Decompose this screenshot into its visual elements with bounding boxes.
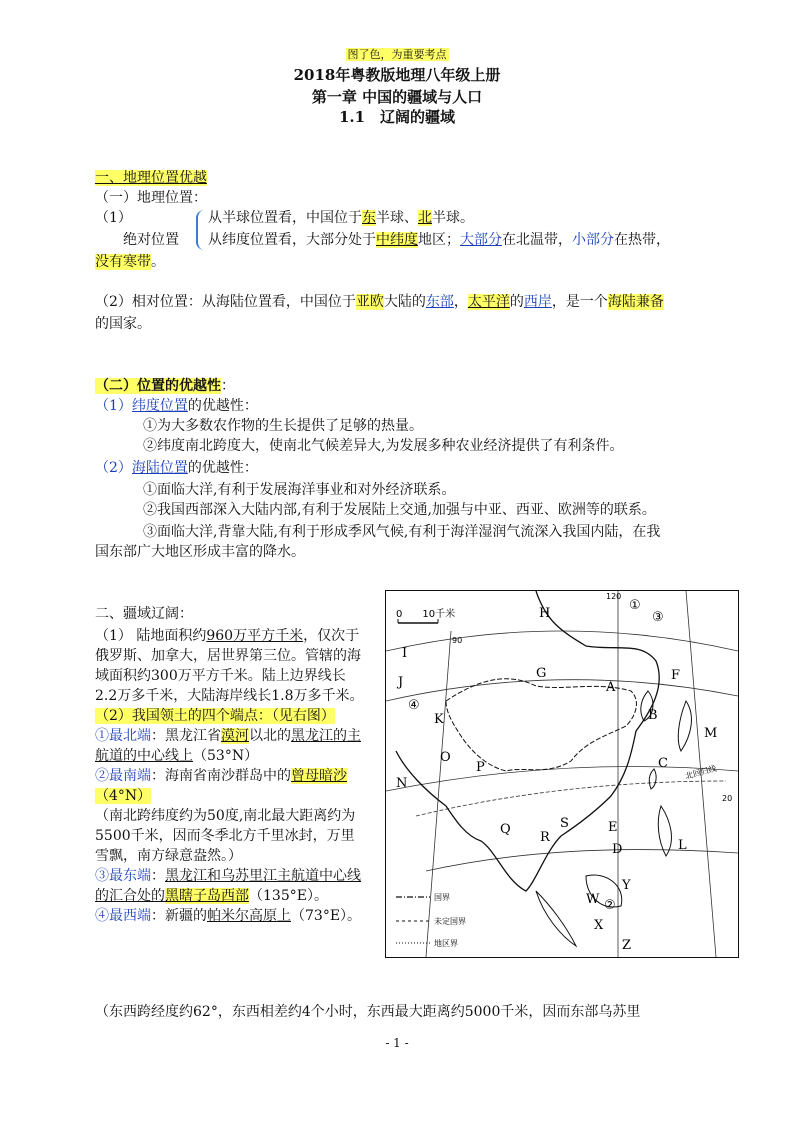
map-label-A: A	[606, 680, 616, 695]
latitude-line-cont: 没有寒带。	[95, 254, 165, 270]
north-south-note: （南北跨纬度约为50度,南北最大距离约为5500千米，因而冬季北方千里冰封，万里雪飘，南方绿意盎然。）	[95, 808, 356, 864]
map-num-120: 120	[606, 592, 622, 601]
map-label-P: P	[476, 760, 485, 775]
map-label-W: W	[586, 892, 600, 907]
map-marker-2: ②	[604, 898, 616, 913]
heading-geo-position: 一、地理位置优越	[95, 170, 207, 186]
heading-advantages: （二）位置的优越性：	[95, 378, 235, 394]
map-marker-3: ③	[652, 610, 664, 625]
abs-num: （1）	[95, 210, 132, 226]
tropic-line	[416, 781, 726, 816]
map-label-Q: Q	[500, 822, 511, 837]
legend-border: 国界	[434, 893, 450, 902]
island-japan	[678, 701, 691, 751]
map-label-Z: Z	[622, 938, 632, 953]
map-num-90: 90	[452, 636, 463, 645]
sea-adv-3b: 国东部广大地区形成丰富的降水。	[95, 544, 305, 560]
document-title: 2018年粤教版地理八年级上册	[293, 66, 501, 84]
sea-adv-heading: （2）海陆位置的优越性：	[95, 460, 258, 476]
lat-adv-1: ①为大多数农作物的生长提供了足够的热量。	[143, 418, 423, 434]
four-endpoints-heading: （2）我国领土的四个端点：（见右图）	[95, 708, 335, 724]
map-label-X: X	[594, 918, 604, 933]
map-label-G: G	[536, 666, 547, 681]
highlight-note: 图了色，为重要考点	[347, 48, 447, 61]
map-marker-1: ①	[629, 598, 641, 613]
heading-territory: 二、疆域辽阔：	[95, 606, 193, 622]
map-svg	[386, 591, 738, 957]
map-label-S: S	[560, 816, 569, 831]
hemisphere-line: 从半球位置看，中国位于东半球、北半球。	[208, 210, 474, 226]
page-number: - 1 -	[385, 1036, 409, 1050]
section-title: 1.1 辽阔的疆域	[338, 108, 456, 126]
map-label-M: M	[704, 726, 718, 741]
sea-adv-2: ②我国西部深入大陆内部,有利于发展陆上交通,加强与中亚、西亚、欧洲等的联系。	[143, 502, 656, 518]
map-label-L: L	[678, 838, 687, 853]
relative-position-line: （2）相对位置：从海陆位置看，中国位于亚欧大陆的东部，太平洋的西岸，是一个海陆兼备	[95, 294, 664, 310]
subheading-position: （一）地理位置：	[95, 190, 207, 206]
map-label-O: O	[440, 750, 451, 765]
map-label-R: R	[540, 830, 550, 845]
latitude-line: 从纬度位置看，大部分处于中纬度地区；大部分在北温带，小部分在热带，	[208, 232, 670, 248]
latitude-curve-2	[386, 680, 738, 701]
map-scale-label: 0 10千米	[396, 609, 456, 620]
latitude-curve-1	[386, 631, 738, 651]
map-label-I: I	[402, 646, 408, 661]
west-endpoint: ④最西端：新疆的帕米尔高原上（73°E）。	[95, 908, 362, 924]
brace	[196, 210, 208, 250]
map-label-F: F	[671, 668, 681, 683]
map-label-B: B	[648, 708, 658, 723]
territory-column	[95, 604, 367, 926]
north-endpoint: ①最北端：黑龙江省漠河以北的黑龙江的主航道的中心线上（53°N）	[95, 728, 361, 764]
east-west-note: （东西跨经度约62°，东西相差约4个小时，东西最大距离约5000千米，因而东部乌苏里	[95, 1004, 641, 1020]
sea-adv-1: ①面临大洋,有利于发展海洋事业和对外经济联系。	[143, 482, 456, 498]
map-label-K: K	[434, 712, 444, 727]
map-tropic-label: 北回归线	[684, 763, 718, 781]
island-philippines	[658, 806, 671, 856]
map-label-H: H	[539, 606, 551, 621]
island-sumatra	[536, 891, 576, 946]
map-label-N: N	[396, 776, 408, 791]
lat-adv-2: ②纬度南北跨度大，使南北气候差异大,为发展多种农业经济提供了有利条件。	[143, 438, 624, 454]
relative-position-cont: 的国家。	[95, 316, 151, 332]
east-endpoint: ③最东端：黑龙江和乌苏里江主航道中心线的汇合处的黑瞎子岛西部（135°E）。	[95, 868, 361, 904]
map-label-Y: Y	[622, 878, 631, 893]
map-num-20: 20	[722, 794, 733, 803]
map-legend	[396, 893, 466, 948]
abs-label: 绝对位置	[123, 232, 179, 248]
lat-adv-heading: （1）纬度位置的优越性：	[95, 398, 258, 414]
chapter-title: 第一章 中国的疆域与人口	[311, 88, 483, 106]
meridian-90	[426, 631, 451, 957]
island-taiwan	[649, 769, 656, 789]
sea-adv-3a: ③面临大洋,背靠大陆,有利于形成季风气候,有利于海洋湿润气流深入我国内陆，在我	[143, 524, 661, 540]
latitude-curve-4	[426, 850, 738, 871]
map-label-J: J	[398, 675, 404, 690]
legend-region: 地区界	[434, 939, 458, 948]
south-endpoint: ②最南端：海南省南沙群岛中的曾母暗沙（4°N）	[95, 768, 347, 804]
legend-undetermined: 未定国界	[434, 917, 466, 926]
land-area-paragraph: （1） 陆地面积约960万平方千米，仅次于俄罗斯、加拿大，居世界第三位。管辖的海域面积约300万平方千米。陆上边界线长2.2万多千米，大陆海岸线长1.8万多千米。	[95, 628, 364, 704]
map-marker-4: ④	[408, 698, 420, 713]
map-label-C: C	[658, 756, 668, 771]
map-label-D: D	[612, 842, 623, 857]
map-label-E: E	[608, 820, 618, 835]
asia-map	[385, 590, 739, 958]
